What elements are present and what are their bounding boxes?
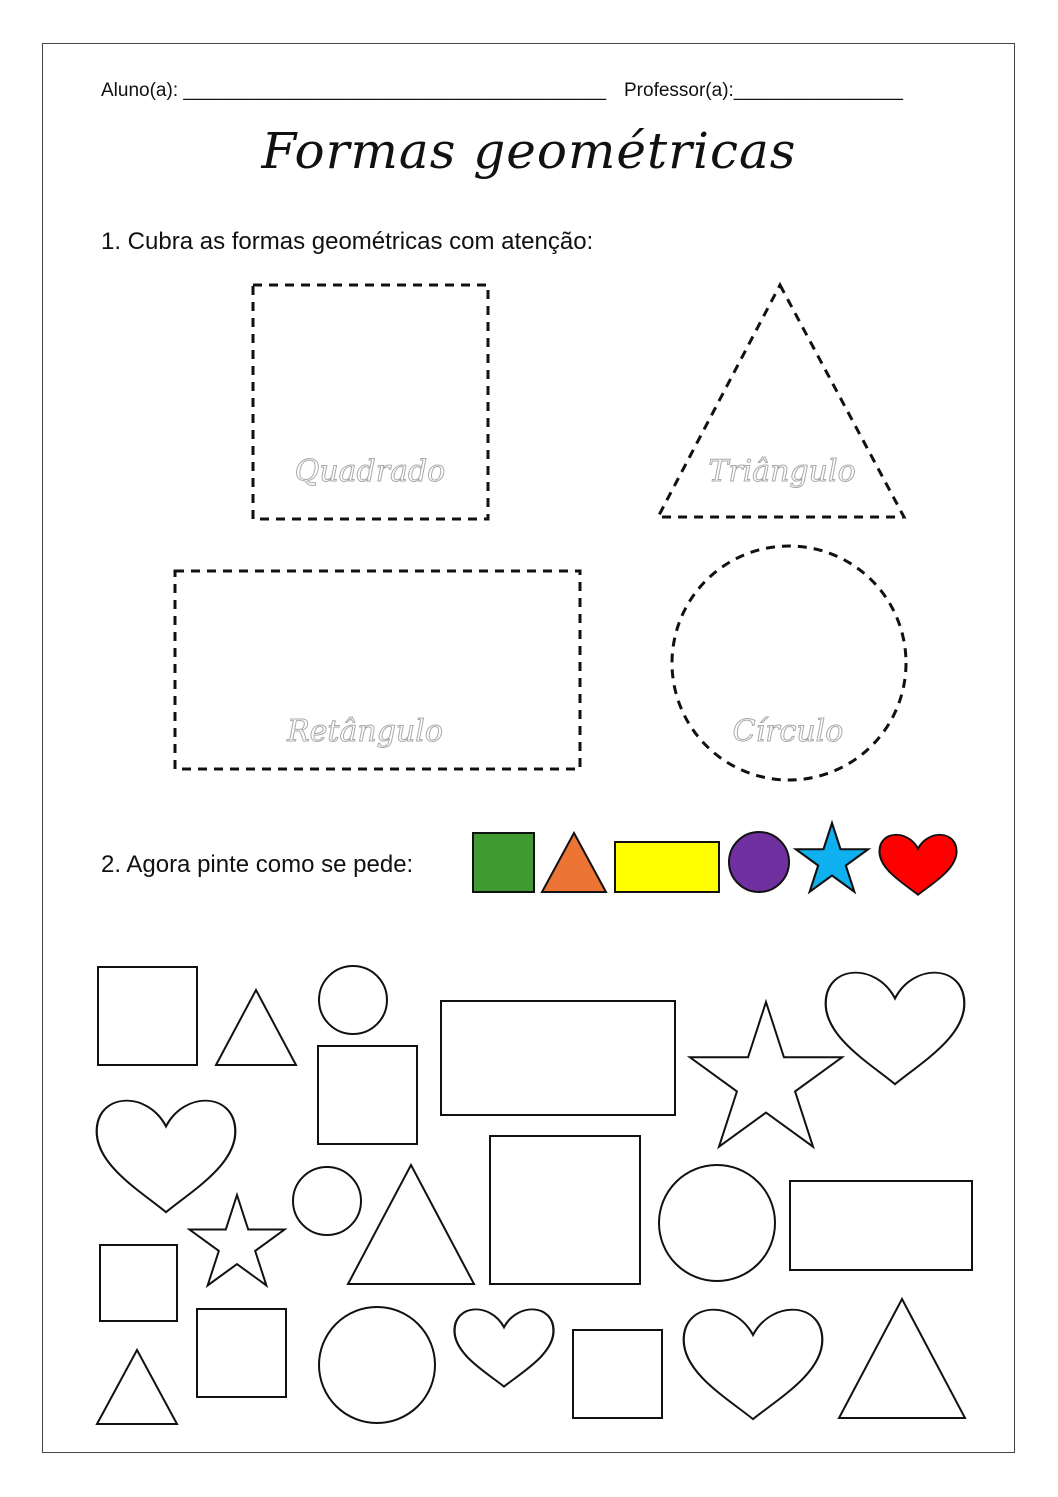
outline-star[interactable]: [189, 1195, 284, 1285]
key-yellow-rectangle: [615, 842, 719, 892]
outline-triangle[interactable]: [97, 1350, 177, 1424]
outline-circle[interactable]: [659, 1165, 775, 1281]
teacher-label: Professor(a):: [624, 80, 734, 101]
student-name-line: ________________________________________: [183, 80, 607, 101]
key-blue-star: [796, 823, 868, 892]
trace-label-square: Quadrado: [294, 454, 446, 489]
outline-square[interactable]: [318, 1046, 417, 1144]
key-orange-triangle: [542, 833, 606, 892]
outline-circle[interactable]: [319, 1307, 435, 1423]
outline-triangle[interactable]: [839, 1299, 965, 1418]
outline-rectangle[interactable]: [441, 1001, 675, 1115]
outline-heart[interactable]: [97, 1101, 236, 1213]
outline-heart[interactable]: [455, 1309, 554, 1386]
outline-square[interactable]: [197, 1309, 286, 1397]
outline-triangle[interactable]: [216, 990, 296, 1065]
outline-heart[interactable]: [684, 1310, 823, 1419]
trace-label-rectangle: Retângulo: [287, 714, 443, 749]
outline-circle[interactable]: [319, 966, 387, 1034]
outline-triangle[interactable]: [348, 1165, 474, 1284]
outline-circle[interactable]: [293, 1167, 361, 1235]
page-title: Formas geométricas: [261, 122, 797, 180]
student-label: Aluno(a):: [101, 80, 179, 101]
outline-square[interactable]: [573, 1330, 662, 1418]
trace-label-triangle: Triângulo: [708, 454, 856, 489]
key-purple-circle: [729, 832, 789, 892]
teacher-name-line: ________________: [733, 80, 903, 101]
outline-heart[interactable]: [826, 973, 965, 1085]
question-2-text: 2. Agora pinte como se pede:: [101, 851, 414, 878]
outline-star[interactable]: [690, 1002, 842, 1147]
outline-square[interactable]: [98, 967, 197, 1065]
key-green-square: [473, 833, 534, 892]
question-1-text: 1. Cubra as formas geométricas com atenção:: [101, 228, 594, 255]
trace-label-circle: Círculo: [732, 714, 844, 749]
outline-rectangle[interactable]: [790, 1181, 972, 1270]
outline-square[interactable]: [100, 1245, 177, 1321]
outline-square[interactable]: [490, 1136, 640, 1284]
key-red-heart: [880, 835, 957, 895]
